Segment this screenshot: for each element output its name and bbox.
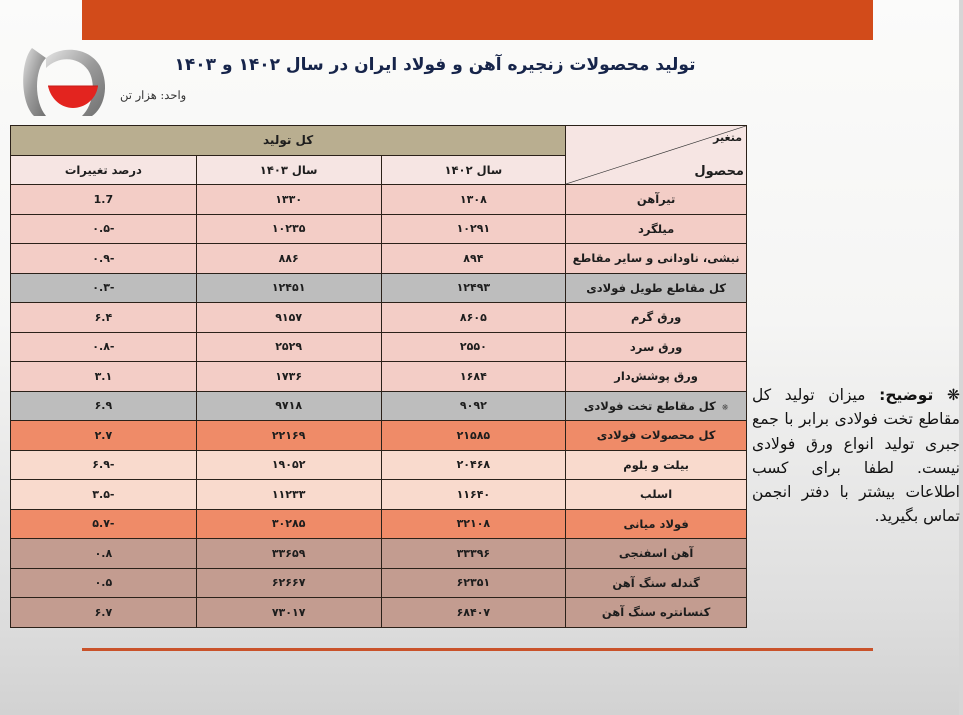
table-row (11, 539, 747, 569)
value-1403-cell: ۱۲۴۵۱ (196, 273, 381, 303)
table-row (11, 273, 747, 303)
change-percent-cell: -۰.۳ (11, 273, 197, 303)
change-percent-cell: -۰.۹ (11, 244, 197, 274)
product-name: کل مقاطع طویل فولادی (586, 280, 726, 295)
product-name: آهن اسفنجی (618, 546, 694, 561)
change-percent-cell: -۳.۵ (11, 480, 197, 510)
table-row (11, 332, 747, 362)
value-1402-cell: ۱۳۰۸ (381, 185, 566, 215)
bottom-divider (82, 648, 873, 651)
value-1403-cell: ۶۲۶۶۷ (196, 568, 381, 598)
product-name: نبشی، ناودانی و سایر مقاطع (572, 251, 740, 266)
product-cell (566, 391, 747, 421)
product-name: ورق سرد (629, 339, 683, 354)
product-name: کل مقاطع تخت فولادی (583, 398, 716, 413)
change-percent-cell: ۰.۸ (11, 539, 197, 569)
column-header-change: درصد تغییرات (11, 155, 197, 185)
product-cell (566, 598, 747, 628)
product-cell (566, 450, 747, 480)
value-1403-cell: ۹۱۵۷ (196, 303, 381, 333)
total-production-header: کل تولید (11, 126, 566, 156)
value-1403-cell: ۱۱۲۳۳ (196, 480, 381, 510)
table-header-row (11, 126, 747, 156)
table-row (11, 244, 747, 274)
product-cell (566, 421, 747, 451)
table-row (11, 568, 747, 598)
product-cell (566, 362, 747, 392)
variable-label: متغیر (713, 131, 742, 144)
value-1402-cell: ۶۸۴۰۷ (381, 598, 566, 628)
product-cell (566, 539, 747, 569)
product-label: محصول (694, 164, 744, 179)
product-name: کنسانتره سنگ آهن (601, 605, 711, 620)
table-row (11, 480, 747, 510)
value-1402-cell: ۱۱۶۴۰ (381, 480, 566, 510)
product-name: بیلت و بلوم (623, 457, 689, 472)
value-1402-cell: ۸۹۴ (381, 244, 566, 274)
change-percent-cell: -۶.۹ (11, 450, 197, 480)
slide-edge (959, 0, 963, 715)
table-row (11, 185, 747, 215)
value-1402-cell: ۲۱۵۸۵ (381, 421, 566, 451)
table-row (11, 362, 747, 392)
product-cell (566, 244, 747, 274)
page-title: تولید محصولات زنجیره آهن و فولاد ایران در سال ۱۴۰۲ و ۱۴۰۳ (174, 55, 696, 75)
value-1402-cell: ۳۳۳۹۶ (381, 539, 566, 569)
change-percent-cell: ۰.۵ (11, 568, 197, 598)
table-row (11, 303, 747, 333)
asterisk-icon: ❋ (946, 386, 960, 404)
value-1403-cell: ۲۲۱۶۹ (196, 421, 381, 451)
change-percent-cell: ۶.۹ (11, 391, 197, 421)
product-name: اسلب (640, 487, 673, 502)
product-cell (566, 185, 747, 215)
change-percent-cell: ۲.۷ (11, 421, 197, 451)
footnote-label: توضیح: (879, 386, 934, 404)
value-1403-cell: ۳۰۲۸۵ (196, 509, 381, 539)
product-name: گندله سنگ آهن (612, 575, 700, 590)
unit-label: واحد: هزار تن (120, 88, 187, 102)
table-row (11, 450, 747, 480)
value-1402-cell: ۹۰۹۲ (381, 391, 566, 421)
product-cell (566, 480, 747, 510)
change-percent-cell: ۳.۱ (11, 362, 197, 392)
value-1403-cell: ۱۹۰۵۲ (196, 450, 381, 480)
value-1403-cell: ۱۷۳۶ (196, 362, 381, 392)
product-cell (566, 214, 747, 244)
product-cell (566, 509, 747, 539)
change-percent-cell: -۰.۸ (11, 332, 197, 362)
value-1403-cell: ۷۳۰۱۷ (196, 598, 381, 628)
product-name: میلگرد (637, 221, 675, 236)
product-name: تیرآهن (636, 192, 676, 207)
product-cell (566, 303, 747, 333)
asterisk-icon: ❋ (721, 402, 729, 412)
value-1403-cell: ۱۰۲۳۵ (196, 214, 381, 244)
value-1403-cell: ۲۵۲۹ (196, 332, 381, 362)
value-1403-cell: ۳۳۶۵۹ (196, 539, 381, 569)
change-percent-cell: -۰.۵ (11, 214, 197, 244)
corner-header (566, 126, 747, 185)
table-row (11, 509, 747, 539)
change-percent-cell: ۶.۴ (11, 303, 197, 333)
product-name: ورق پوشش‌دار (614, 369, 698, 384)
value-1402-cell: ۸۶۰۵ (381, 303, 566, 333)
value-1403-cell: ۸۸۶ (196, 244, 381, 274)
column-header-1402: سال ۱۴۰۲ (381, 155, 566, 185)
product-cell (566, 332, 747, 362)
footnote-text: میزان تولید کل مقاطع تخت فولادی برابر با جمع جبری تولید انواع ورق فولادی نیست. لطفا برای کسب اطلاعات بیشتر با دفتر انجمن تماس بگیرید. (752, 386, 960, 526)
value-1402-cell: ۱۰۲۹۱ (381, 214, 566, 244)
column-header-1403: سال ۱۴۰۳ (196, 155, 381, 185)
change-percent-cell: 1.7 (11, 185, 197, 215)
value-1402-cell: ۱۶۸۴ (381, 362, 566, 392)
footnote (752, 383, 960, 529)
top-banner (82, 0, 873, 40)
change-percent-cell: -۵.۷ (11, 509, 197, 539)
table-row (11, 598, 747, 628)
association-logo (18, 42, 112, 120)
value-1402-cell: ۶۲۳۵۱ (381, 568, 566, 598)
product-cell (566, 568, 747, 598)
value-1402-cell: ۱۲۴۹۳ (381, 273, 566, 303)
change-percent-cell: ۶.۷ (11, 598, 197, 628)
value-1403-cell: ۹۷۱۸ (196, 391, 381, 421)
table-row (11, 421, 747, 451)
table-row (11, 391, 747, 421)
production-table (10, 125, 747, 628)
product-name: ورق گرم (630, 310, 682, 325)
value-1402-cell: ۳۲۱۰۸ (381, 509, 566, 539)
product-cell (566, 273, 747, 303)
value-1403-cell: ۱۳۳۰ (196, 185, 381, 215)
table-row (11, 214, 747, 244)
value-1402-cell: ۲۵۵۰ (381, 332, 566, 362)
value-1402-cell: ۲۰۴۶۸ (381, 450, 566, 480)
product-name: فولاد میانی (623, 516, 689, 531)
product-name: کل محصولات فولادی (596, 428, 716, 443)
